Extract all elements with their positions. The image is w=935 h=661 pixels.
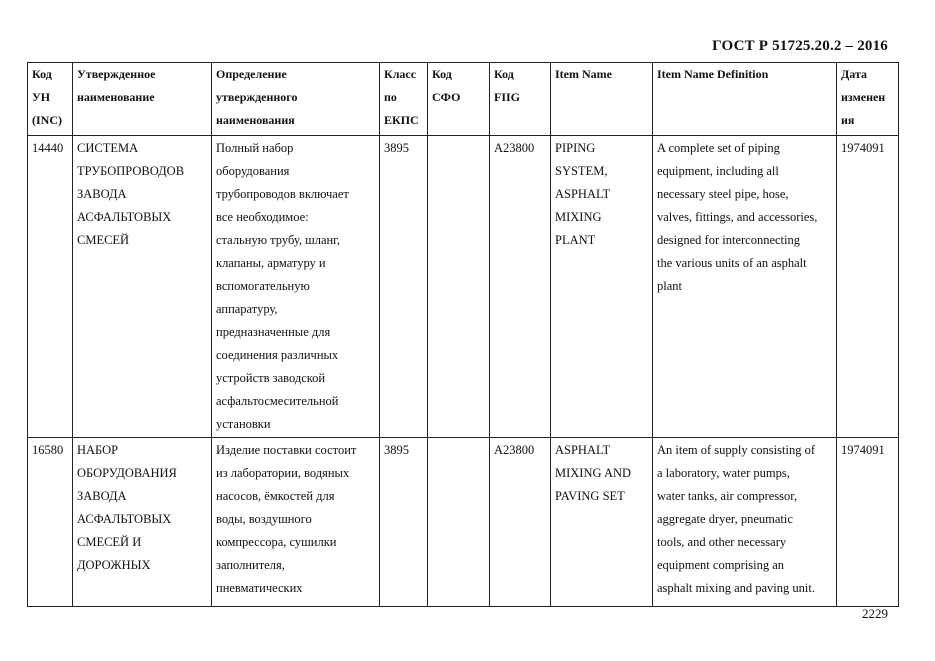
document-title: ГОСТ Р 51725.20.2 – 2016: [712, 38, 888, 54]
cell-definition: Полный набор оборудования трубопроводов включает все необходимое: стальную трубу, шланг, клапаны, арматуру и вспомогательную аппаратуру, предназначенные для соединения различных устройств заводской асфальтосмесительной установки: [212, 136, 380, 438]
cell-inc-code: 16580: [28, 438, 73, 607]
table-row: [28, 136, 899, 438]
header-fiig-code: Код FIIG: [490, 63, 551, 136]
cell-approved-name: НАБОР ОБОРУДОВАНИЯ ЗАВОДА АСФАЛЬТОВЫХ СМЕСЕЙ И ДОРОЖНЫХ: [73, 438, 212, 607]
cell-definition: Изделие поставки состоит из лаборатории, водяных насосов, ёмкостей для воды, воздушного компрессора, сушилки заполнителя, пневматических: [212, 438, 380, 607]
cell-item-name: ASPHALT MIXING AND PAVING SET: [551, 438, 653, 607]
cell-fiig-code: A23800: [490, 438, 551, 607]
header-ekps-class: Класс по ЕКПС: [380, 63, 428, 136]
cell-approved-name: СИСТЕМА ТРУБОПРОВОДОВ ЗАВОДА АСФАЛЬТОВЫХ СМЕСЕЙ: [73, 136, 212, 438]
nomenclature-table: [27, 62, 899, 607]
cell-item-name-definition: A complete set of piping equipment, including all necessary steel pipe, hose, valves, fittings, and accessories, designed for interconnecting the various units of an asphalt plant: [653, 136, 837, 438]
cell-ekps-class: 3895: [380, 136, 428, 438]
header-sfo-code: Код СФО: [428, 63, 490, 136]
page-number: 2229: [862, 606, 888, 621]
header-definition: Определение утвержденного наименования: [212, 63, 380, 136]
cell-item-name-definition: An item of supply consisting of a laboratory, water pumps, water tanks, air compressor, aggregate dryer, pneumatic tools, and other necessary equipment comprising an asphalt mixing and paving unit.: [653, 438, 837, 607]
cell-fiig-code: A23800: [490, 136, 551, 438]
header-change-date: Дата изменен ия: [837, 63, 899, 136]
header-approved-name: Утвержденное наименование: [73, 63, 212, 136]
cell-inc-code: 14440: [28, 136, 73, 438]
cell-item-name: PIPING SYSTEM, ASPHALT MIXING PLANT: [551, 136, 653, 438]
cell-sfo-code: [428, 136, 490, 438]
cell-change-date: 1974091: [837, 136, 899, 438]
cell-change-date: 1974091: [837, 438, 899, 607]
table-row: [28, 438, 899, 607]
table-header-row: [28, 63, 899, 136]
cell-sfo-code: [428, 438, 490, 607]
header-inc-code: Код УН (INC): [28, 63, 73, 136]
header-item-name-definition: Item Name Definition: [653, 63, 837, 136]
cell-ekps-class: 3895: [380, 438, 428, 607]
header-item-name: Item Name: [551, 63, 653, 136]
